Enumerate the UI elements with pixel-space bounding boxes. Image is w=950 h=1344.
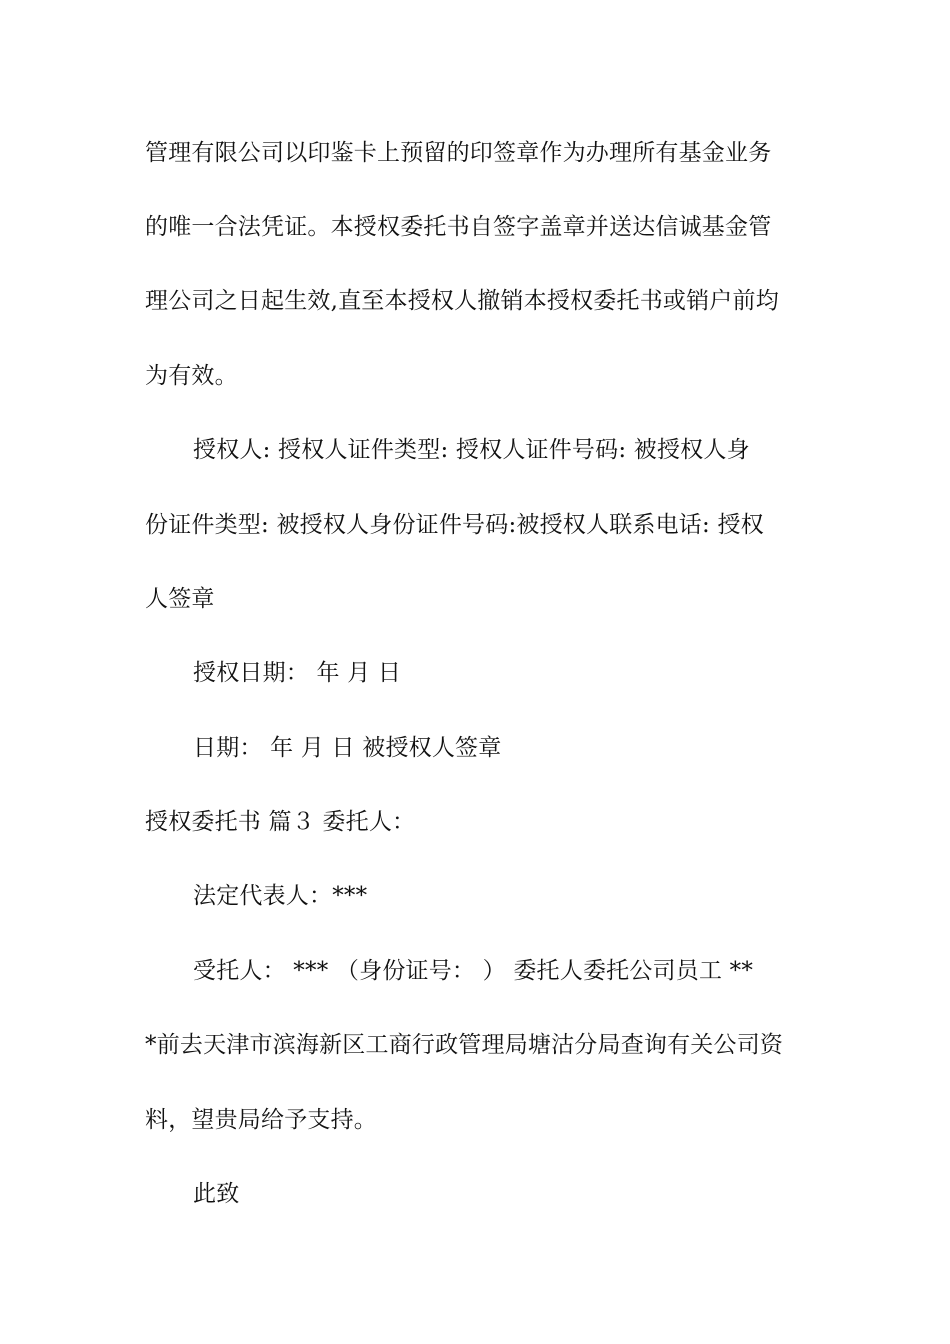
body-text-line: 为有效。 — [145, 363, 238, 389]
body-text-line: 理公司之日起生效,直至本授权人撤销本授权委托书或销户前均 — [145, 288, 779, 314]
trustee-line: 受托人： *** （身份证号： ） 委托人委托公司员工 ** — [193, 958, 754, 984]
authorization-date-line: 授权日期： 年 月 日 — [193, 660, 402, 686]
body-text-line: 的唯一合法凭证。本授权委托书自签字盖章并送达信诚基金管 — [145, 214, 772, 240]
body-text-line: 料，望贵局给予支持。 — [145, 1107, 377, 1133]
body-text-line: *前去天津市滨海新区工商行政管理局塘沽分局查询有关公司资 — [145, 1032, 784, 1058]
authorizer-seal-label: 人签章 — [145, 586, 215, 612]
closing-salutation: 此致 — [193, 1181, 240, 1207]
date-signature-line: 日期： 年 月 日 被授权人签章 — [193, 735, 502, 761]
section-heading: 授权委托书 篇３ 委托人： — [145, 809, 416, 835]
authorizer-fields-line: 份证件类型: 被授权人身份证件号码:被授权人联系电话: 授权 — [145, 512, 764, 538]
authorizer-fields-line: 授权人: 授权人证件类型: 授权人证件号码: 被授权人身 — [193, 437, 750, 463]
legal-representative-line: 法定代表人：*** — [193, 883, 368, 909]
body-text-line: 管理有限公司以印鉴卡上预留的印签章作为办理所有基金业务 — [145, 140, 772, 166]
